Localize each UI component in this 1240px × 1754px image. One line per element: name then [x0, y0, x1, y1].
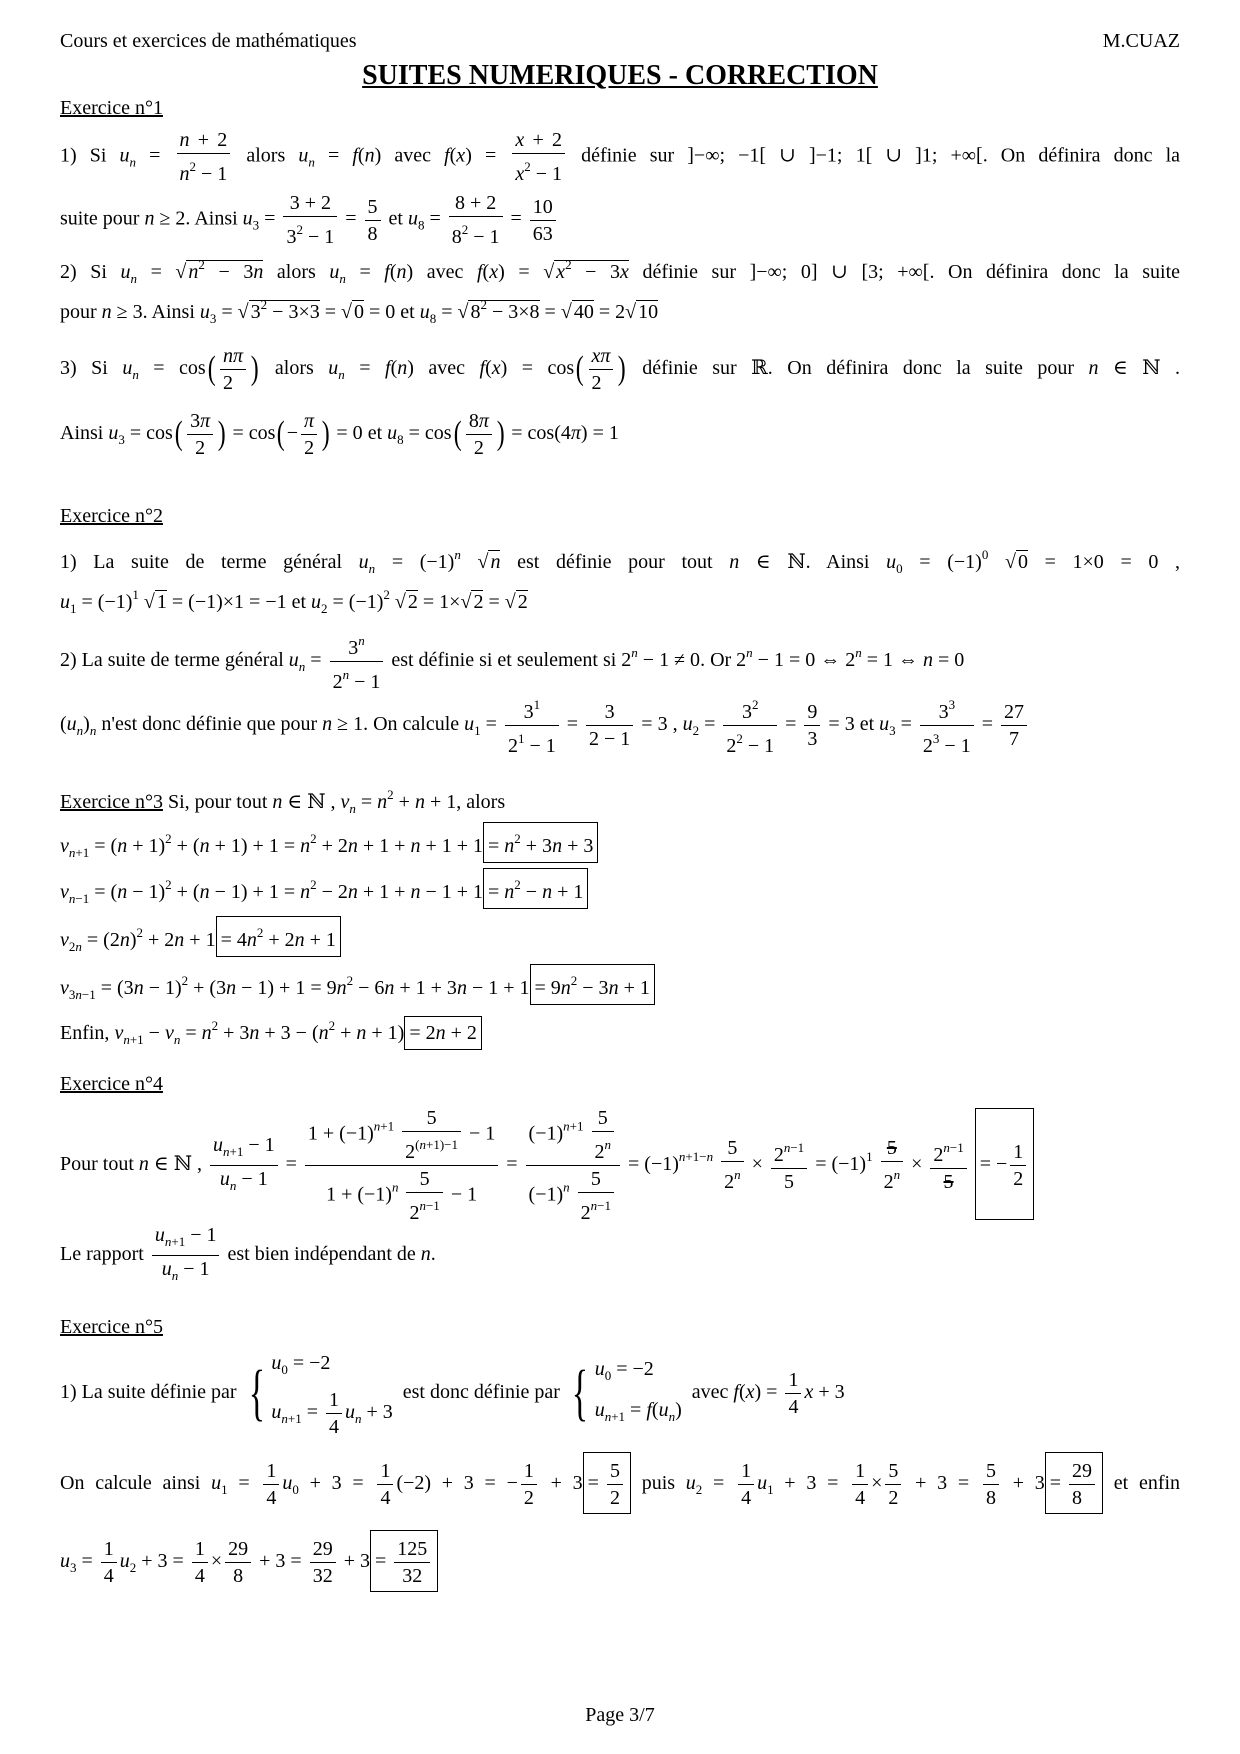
ex2-line1: 1) La suite de terme général $u_n = (-1)^n$ √ n est définie pour tout n ∈ ℕ. Ainsi $u_0 = (-1)^0$ √ 0 = 1×0 = 0 , — [60, 547, 1181, 576]
ex3-line5: Enfin, $v_{n+1} - v_n = n^2 + 3n + 3 - (n^2 + n + 1) = 2n + 2$ — [60, 1010, 1180, 1056]
ex1-heading: Exercice n°1 — [60, 97, 163, 119]
ex3-result-1: = $n^2 + 3n + 3$ — [483, 822, 598, 863]
ex3-result-2: = $n^2 - n + 1$ — [483, 868, 588, 909]
ex1-line1: 1) Si $u_n$ = $\frac{n + 2}{n^2 - 1}$ alors $u_n = f(n)$ avec f(x) = $\frac{x + 2}{x^2 - 1}$ définie sur ]−∞; −1[ ∪ ]−1; 1[ ∪ ]1; +∞[. On définira donc la — [60, 129, 1180, 185]
ex4-result: = − $\frac{1}{2}$ — [975, 1108, 1035, 1220]
header-course: Cours et exercices de mathématiques — [60, 30, 357, 52]
ex4-line2: Le rapport $\frac{u_{n+1} - 1}{u_n - 1}$ est bien indépendant de n. — [60, 1224, 436, 1283]
ex5-line2: On calcule ainsi $u_1$ = $\frac{1}{4}$ $u_0 + 3$ = $\frac{1}{4}$ (−2) + 3 = − $\frac{1}{2}$ + 3 = $\frac{5}{2}$ puis $u_2$ = $\frac{1}{4}$ $u_1 + 3$ = $\frac{1}{4}$ × $\frac{5}{2}$ + 3 = $\frac{5}{8}$ + 3 = $\frac{29}{8}$ et enfin — [60, 1452, 1180, 1512]
ex3-result-4: = $9n^2 - 3n + 1$ — [530, 964, 655, 1005]
ex3-line1: $v_{n+1} = (n + 1)^2 + (n + 1) + 1 = n^2 + 2n + 1 + n + 1 + 1 = n^2 + 3n + 3$ — [60, 822, 1180, 869]
ex3-intro: Exercice n°3 Si, pour tout n ∈ ℕ , $v_n = n^2 + n + 1$, alors — [60, 787, 506, 816]
ex4-line1: Pour tout n ∈ ℕ , $\frac{u_{n+1} - 1}{u_n - 1}$ = $1 + (-1)^{n+1}$ $\frac{5}{2^{(n+1)-1}}$ − 1 $1 + (-1)^n$ $\frac{5}{2^{n-1}}$ − 1 = $(-1)^{n+1}$ $\frac{5}{2^n}$ $(-1)^n$ $\frac{5}{2^{n-1}}$ = $(-1)^{n+1-n}$ $\frac{5}{2^n}$ × $\frac{2^{n-1}}{5}$ = $(-1)^1$ $\frac{5}{2^n}$ × $\frac{2^{n-1}}{5}$ = − $\frac{1}{2}$ — [60, 1102, 1180, 1212]
ex3-line2: $v_{n-1} = (n - 1)^2 + (n - 1) + 1 = n^2 - 2n + 1 + n - 1 + 1 = n^2 - n + 1$ — [60, 868, 1180, 915]
ex3-line3: $v_{2n} = (2n)^2 + 2n + 1 = 4n^2 + 2n + 1$ — [60, 916, 1180, 963]
header-author: M.CUAZ — [1102, 30, 1180, 52]
ex5-line1: 1) La suite définie par { $u_0 = -2$ $u_{n+1}$ = $\frac{1}{4}$ $u_n + 3$ est donc définie par { $u_0 = -2$ $u_{n+1} = f(u_n)$ avec f(x) = $\frac{1}{4}$ x + 3 — [60, 1352, 845, 1439]
ex3-result-3: = $4n^2 + 2n + 1$ — [216, 916, 341, 957]
ex5-result-u3: = $\frac{125}{32}$ — [370, 1530, 438, 1592]
ex1-line6: Ainsi $u_3 = \cos$( $\frac{3\pi}{2}$ ) = cos(− $\frac{\pi}{2}$ ) = 0 et $u_8 = \cos$( $\frac{8\pi}{2}$ ) = cos(4π) = 1 — [60, 409, 619, 459]
ex2-line4: $(u_n)_n$ n'est donc définie que pour n ≥ 1. On calcule $u_1$ = $\frac{3^1}{2^1 - 1}$ = $\frac{3}{2 - 1}$ = 3 , $u_2$ = $\frac{3^2}{2^2 - 1}$ = $\frac{9}{3}$ = 3 et $u_3$ = $\frac{3^3}{2^3 - 1}$ = $\frac{27}{7}$ — [60, 692, 1180, 748]
ex5-result-u2: = $\frac{29}{8}$ — [1045, 1452, 1103, 1514]
ex1-line2: suite pour n ≥ 2. Ainsi $u_3$ = $\frac{3 + 2}{3^2 - 1}$ = $\frac{5}{8}$ et $u_8$ = $\frac{8 + 2}{8^2 - 1}$ = $\frac{10}{63}$ — [60, 190, 1180, 246]
ex3-line4: $v_{3n-1} = (3n - 1)^2 + (3n - 1) + 1 = 9n^2 - 6n + 1 + 3n - 1 + 1 = 9n^2 - 3n + 1$ — [60, 964, 1180, 1011]
ex5-heading: Exercice n°5 — [60, 1316, 163, 1338]
ex1-line4: pour n ≥ 3. Ainsi $u_3$ = √ $3^2 - 3\times 3$ = √ 0 = 0 et $u_8$ = √ $8^2 - 3\times 8$ = √ 40 = 2√ 10 — [60, 297, 659, 326]
ex4-heading: Exercice n°4 — [60, 1073, 163, 1095]
ex1-line5: 3) Si $u_n = \cos$( $\frac{n\pi}{2}$ ) alors $u_n = f(n)$ avec f(x) = cos( $\frac{x\pi}{2}$ ) définie sur ℝ. On définira donc la suite pour n ∈ ℕ . — [60, 344, 1181, 394]
ex1-line3: 2) Si $u_n$ = √ $n^2 - 3n$ alors $u_n = f(n)$ avec f(x) = √ $x^2 - 3x$ définie sur ]−∞; 0] ∪ [3; +∞[. On définira donc la suite — [60, 257, 1181, 286]
ex3-heading: Exercice n°3 — [60, 791, 163, 813]
ex2-line3: 2) La suite de terme général $u_n$ = $\frac{3^n}{2^n - 1}$ est définie si et seulement si $2^n - 1 \ne 0$. Or $2^n - 1 = 0$ ⇔ $2^n = 1$ ⇔ n = 0 — [60, 625, 1180, 681]
ex1-fraction: $\frac{n + 2}{n^2 - 1}$ — [177, 127, 231, 187]
ex5-result-u1: = $\frac{5}{2}$ — [583, 1452, 631, 1514]
ex5-line3: $u_3$ = $\frac{1}{4}$ $u_2 + 3$ = $\frac{1}{4}$ × $\frac{29}{8}$ + 3 = $\frac{29}{32}$ + 3 = $\frac{125}{32}$ — [60, 1530, 1180, 1590]
page-number: Page 3/7 — [585, 1704, 655, 1726]
ex2-heading: Exercice n°2 — [60, 505, 163, 527]
ex2-line2: $u_1 = (-1)^1$ √ 1 = (−1)×1 = −1 et $u_2 = (-1)^2$ √ 2 = 1×√ 2 = √ 2 — [60, 587, 528, 616]
page-title: SUITES NUMERIQUES - CORRECTION — [362, 60, 878, 91]
ex3-result-5: = 2n + 2 — [404, 1016, 482, 1050]
